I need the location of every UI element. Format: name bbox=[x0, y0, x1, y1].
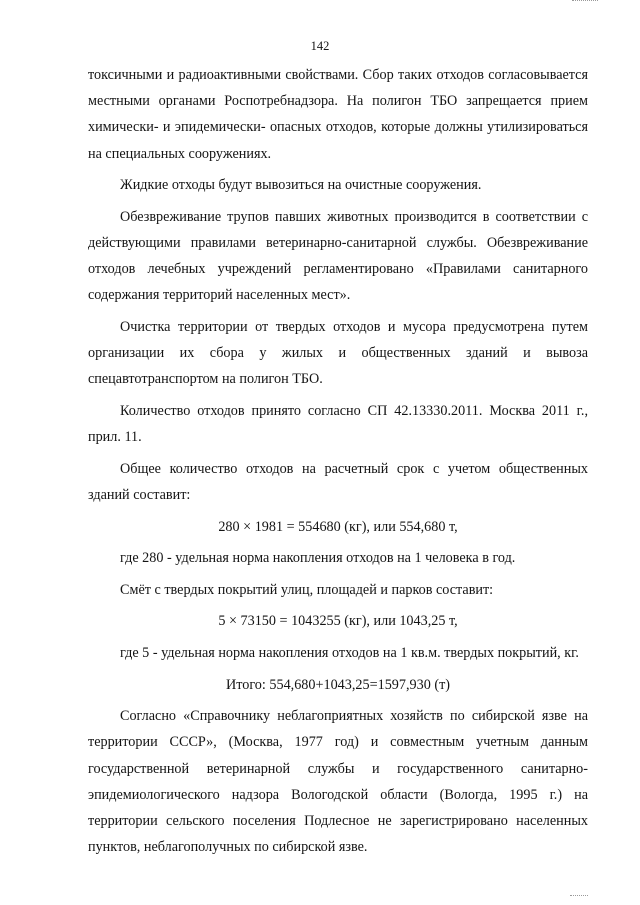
formula-total: Итого: 554,680+1043,25=1597,930 (т) bbox=[225, 676, 451, 693]
paragraph-norm-per-sqm: где 5 - удельная норма накопления отходов на 1 кв.м. твердых покрытий, кг. bbox=[120, 644, 579, 661]
paragraph-waste-quantity-source: Количество отходов принято согласно СП 42.13330.2011. Москва 2011 г., прил. 11. bbox=[88, 403, 588, 446]
formula-household-waste: 280 × 1981 = 554680 (кг), или 554,680 т, bbox=[218, 518, 458, 535]
page-number: 142 bbox=[310, 39, 330, 53]
paragraph-anthrax: Согласно «Справочнику неблагоприятных хозяйств по сибирской язве на территории СССР», (Москва, 1977 год) и совместным учетным данным государственной ветеринарной службы и государственного санитарно-эпидемиологического надзора Вологодской области (Вологда, 1995 г.) на территории сельского поселения Подлесное не зарегистрировано населенных пунктов, неблагополучных по сибирской язве. bbox=[88, 708, 588, 856]
scan-corner-mark bbox=[572, 0, 598, 4]
paragraph-territory-cleaning: Очистка территории от твердых отходов и мусора предусмотрена путем организации их сбора у жилых и общественных зданий и вывоза спецавтотранспортом на полигон ТБО. bbox=[88, 319, 588, 388]
formula-street-sweepings: 5 × 73150 = 1043255 (кг), или 1043,25 т, bbox=[218, 613, 458, 630]
scan-corner-mark-bottom bbox=[570, 895, 588, 899]
paragraph-norm-per-person: где 280 - удельная норма накопления отходов на 1 человека в год. bbox=[120, 550, 516, 567]
paragraph-street-sweepings: Смёт с твердых покрытий улиц, площадей и парков составит: bbox=[120, 581, 494, 598]
document-body bbox=[88, 62, 588, 866]
paragraph-liquid-waste: Жидкие отходы будут вывозиться на очистные сооружения. bbox=[120, 177, 482, 194]
paragraph-hazardous-waste: токсичными и радиоактивными свойствами. Сбор таких отходов согласовывается местными органами Роспотребнадзора. На полигон ТБО запрещается прием химически- и эпидемически- опасных отходов, которые должны утилизироваться на специальных сооружениях. bbox=[88, 67, 588, 162]
paragraph-total-waste-intro: Общее количество отходов на расчетный срок с учетом общественных зданий составит: bbox=[88, 460, 588, 503]
paragraph-animal-disposal: Обезвреживание трупов павших животных производится в соответствии с действующими правилами ветеринарно-санитарной службы. Обезвреживание отходов лечебных учреждений регламентировано «Правилами санитарного содержания территорий населенных мест». bbox=[88, 208, 588, 304]
